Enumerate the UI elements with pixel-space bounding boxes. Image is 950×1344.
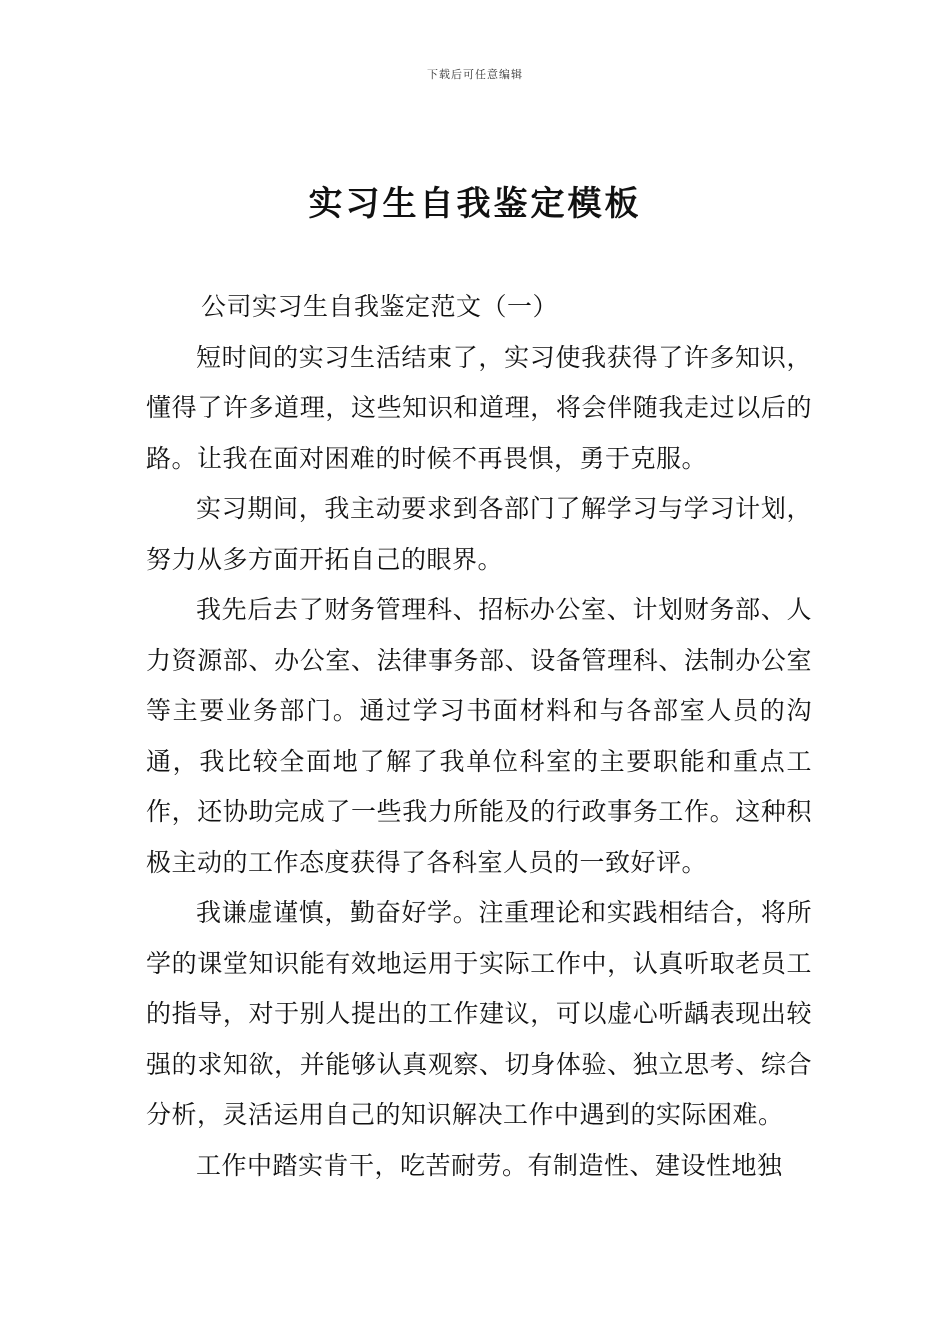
paragraph-4: 我谦虚谨慎，勤奋好学。注重理论和实践相结合，将所学的课堂知识能有效地运用于实际工作中，认真听取老员工的指导，对于别人提出的工作建议，可以虚心听龋表现出较强的求知欲，并能够认真观察、切身体验、独立思考、综合分析，灵活运用自己的知识解决工作中遇到的实际困难。: [146, 898, 812, 1129]
paragraph-5: 工作中踏实肯干，吃苦耐劳。有制造性、建设性地独: [196, 1150, 783, 1180]
paragraph-1: 短时间的实习生活结束了，实习使我获得了许多知识，懂得了许多道理，这些知识和道理，将会伴随我走过以后的路。让我在面对困难的时候不再畏惧，勇于克服。: [146, 342, 812, 473]
document-subtitle: 公司实习生自我鉴定范文（一）: [201, 292, 559, 321]
page-header-note: 下载后可任意编辑: [427, 68, 523, 81]
document-body: [146, 282, 812, 1191]
paragraph-3: 我先后去了财务管理科、招标办公室、计划财务部、人力资源部、办公室、法律事务部、设备管理科、法制办公室等主要业务部门。通过学习书面材料和与各部室人员的沟通，我比较全面地了解了我单位科室的主要职能和重点工作，还协助完成了一些我力所能及的行政事务工作。这种积极主动的工作态度获得了各科室人员的一致好评。: [146, 595, 812, 877]
document-title: 实习生自我鉴定模板: [308, 184, 642, 224]
paragraph-2: 实习期间，我主动要求到各部门了解学习与学习计划，努力从多方面开拓自己的眼界。: [146, 494, 812, 574]
